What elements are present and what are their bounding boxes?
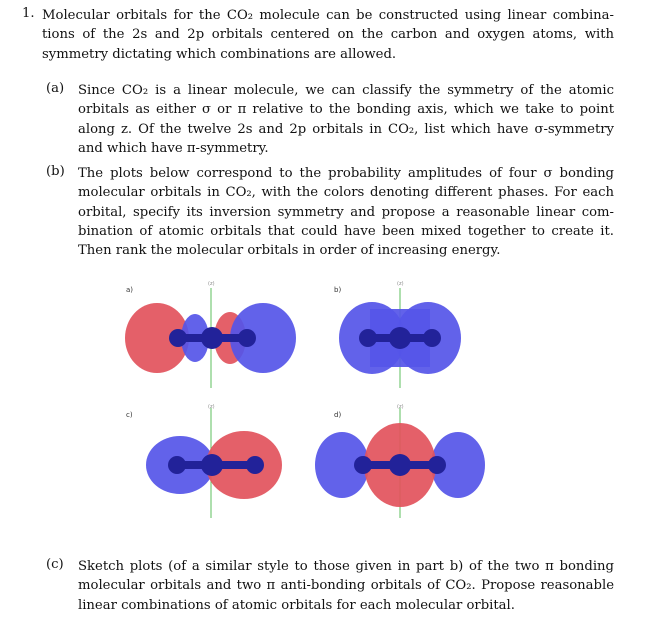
problem-intro — [42, 6, 614, 64]
atom-d-c — [389, 454, 411, 476]
orbital-plot-b — [330, 288, 470, 388]
atom-c-c — [201, 454, 223, 476]
part-c-label: (c) — [46, 557, 64, 572]
orbital-plot-c — [130, 408, 300, 518]
panel-d-axis-tag: (z) — [397, 404, 404, 410]
atom-d-o-left — [354, 456, 372, 474]
intro-line-1: Molecular orbitals for the CO₂ molecule can be constructed using linear combina- — [42, 8, 614, 23]
panel-b-axis-tag: (z) — [397, 281, 404, 287]
panel-c-label: c) — [126, 411, 133, 419]
part-a-line-1: Since CO₂ is a linear molecule, we can classify the symmetry of the atomic — [78, 83, 614, 98]
part-c-line-3: linear combinations of atomic orbitals for each molecular orbital. — [78, 597, 515, 613]
part-a-line-2: orbitals as either σ or π relative to the bonding axis, which we take to point — [78, 102, 614, 118]
atom-b-c — [389, 327, 411, 349]
part-b-text — [78, 164, 614, 260]
part-b-line-4: bination of atomic orbitals that could have been mixed together to create it. — [78, 223, 614, 239]
part-a-line-4: and which have π-symmetry. — [78, 140, 269, 156]
atom-d-o-right — [428, 456, 446, 474]
part-c-line-1: Sketch plots (of a similar style to those given in part b) of the two π bonding — [78, 559, 614, 574]
orbital-plot-a — [115, 288, 305, 388]
part-b-line-3: orbital, specify its inversion symmetry and propose a reasonable linear com- — [78, 204, 614, 220]
panel-c-axis-tag: (z) — [208, 404, 215, 410]
part-a-line-3: along z. Of the twelve 2s and 2p orbitals in CO₂, list which have σ-symmetry — [78, 121, 614, 137]
atom-a-c — [201, 327, 223, 349]
panel-d-label: d) — [334, 411, 342, 419]
part-c-line-2: molecular orbitals and two π anti-bonding orbitals of CO₂. Propose reasonable — [78, 578, 614, 594]
intro-line-3: symmetry dictating which combinations are allowed. — [42, 46, 397, 62]
atom-a-o-right — [238, 329, 256, 347]
panel-b-label: b) — [334, 286, 342, 294]
problem-number: 1. — [22, 6, 35, 21]
atom-a-o-left — [169, 329, 187, 347]
part-b-line-5: Then rank the molecular orbitals in order of increasing energy. — [78, 243, 501, 259]
part-c-text — [78, 557, 614, 615]
panel-a-label: a) — [126, 286, 134, 294]
panel-a-axis-tag: (z) — [208, 281, 215, 287]
intro-line-2: tions of the 2s and 2p orbitals centered on the carbon and oxygen atoms, with — [42, 27, 614, 43]
atom-b-o-right — [423, 329, 441, 347]
atom-c-o-right — [246, 456, 264, 474]
atom-b-o-left — [359, 329, 377, 347]
orbital-plot-d — [310, 408, 490, 518]
atom-c-o-left — [168, 456, 186, 474]
part-b-line-2: molecular orbitals in CO₂, with the colors denoting different phases. For each — [78, 185, 614, 201]
part-a-label: (a) — [46, 81, 65, 96]
part-b-label: (b) — [46, 164, 65, 179]
part-b-line-1: The plots below correspond to the probability amplitudes of four σ bonding — [78, 166, 614, 181]
part-a-text — [78, 81, 614, 158]
